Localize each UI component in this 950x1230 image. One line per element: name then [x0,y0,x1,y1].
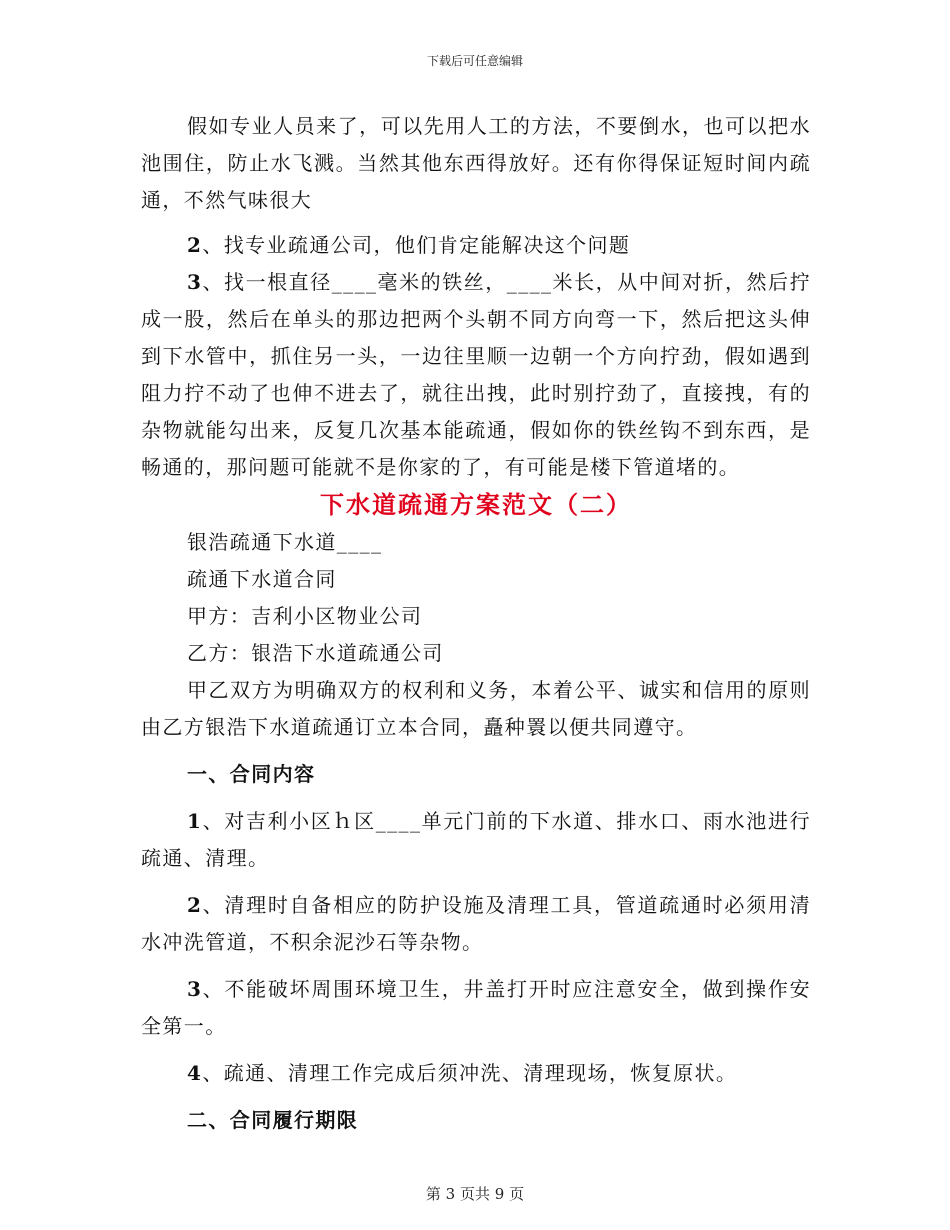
section-title: 下水道疏通方案范文（二） [320,490,632,519]
list-number: 2 [187,233,203,257]
party-a: 甲方：吉利小区物业公司 [187,604,423,628]
clause-text: 、不能破坏周围环境卫生，井盖打开时应注意安全，做到操作安全第一。 [141,977,811,1038]
list-text: 、找一根直径____毫米的铁丝，____米长，从中间对折，然后拧成一股，然后在单头的那边把两个头朝不同方向弯一下，然后把这头伸到下水管中，抓住另一头，一边往里顺一边朝一个方向拧劲，假如遇到阻力拧不动了也伸不进去了，就往出拽，此时别拧劲了，直接拽，有的杂物就能勾出来，反复几次基本能疏通，假如你的铁丝钩不到东西，是畅通的，那问题可能就不是你家的了，有可能是楼下管道堵的。 [141,270,811,479]
clause-number: 2 [187,893,203,917]
clause-number: 4 [187,1061,203,1085]
page-footer: 第 3 页共 9 页 [425,1185,525,1203]
list-item-2 [141,227,811,264]
clause-number: 3 [187,977,203,1001]
clause-text: 、疏通、清理工作完成后须冲洗、清理现场，恢复原状。 [202,1061,738,1085]
clause-number: 1 [187,809,203,833]
heading-contract-term: 二、合同履行期限 [187,1108,359,1132]
clause-text: 、清理时自备相应的防护设施及清理工具，管道疏通时必须用清水冲洗管道，不积余泥沙石等杂物。 [141,893,811,954]
document-body [141,108,811,1139]
clause-3 [141,971,811,1045]
list-text: 、找专业疏通公司，他们肯定能解决这个问题 [202,233,631,257]
heading-contract-content: 一、合同内容 [187,762,316,786]
contract-ref-line: 银浩疏通下水道____ [187,530,383,554]
page-header: 下载后可任意编辑 [426,54,523,68]
party-b: 乙方：银浩下水道疏通公司 [187,641,444,665]
clause-4 [141,1055,811,1092]
clause-2 [141,887,811,961]
clause-1 [141,803,811,877]
contract-name: 疏通下水道合同 [187,567,337,591]
paragraph-manual-method: 假如专业人员来了，可以先用人工的方法，不要倒水，也可以把水池围住，防止水飞溅。当然其他东西得放好。还有你得保证短时间内疏通，不然气味很大 [141,114,811,212]
list-number: 3 [187,270,203,294]
clause-text: 、对吉利小区ｈ区____单元门前的下水道、排水口、雨水池进行疏通、清理。 [141,809,811,870]
list-item-3 [141,264,811,486]
contract-intro: 甲乙双方为明确双方的权利和义务，本着公平、诚实和信用的原则由乙方银浩下水道疏通订立本合同，矗种瞏以便共同遵守。 [141,678,811,739]
